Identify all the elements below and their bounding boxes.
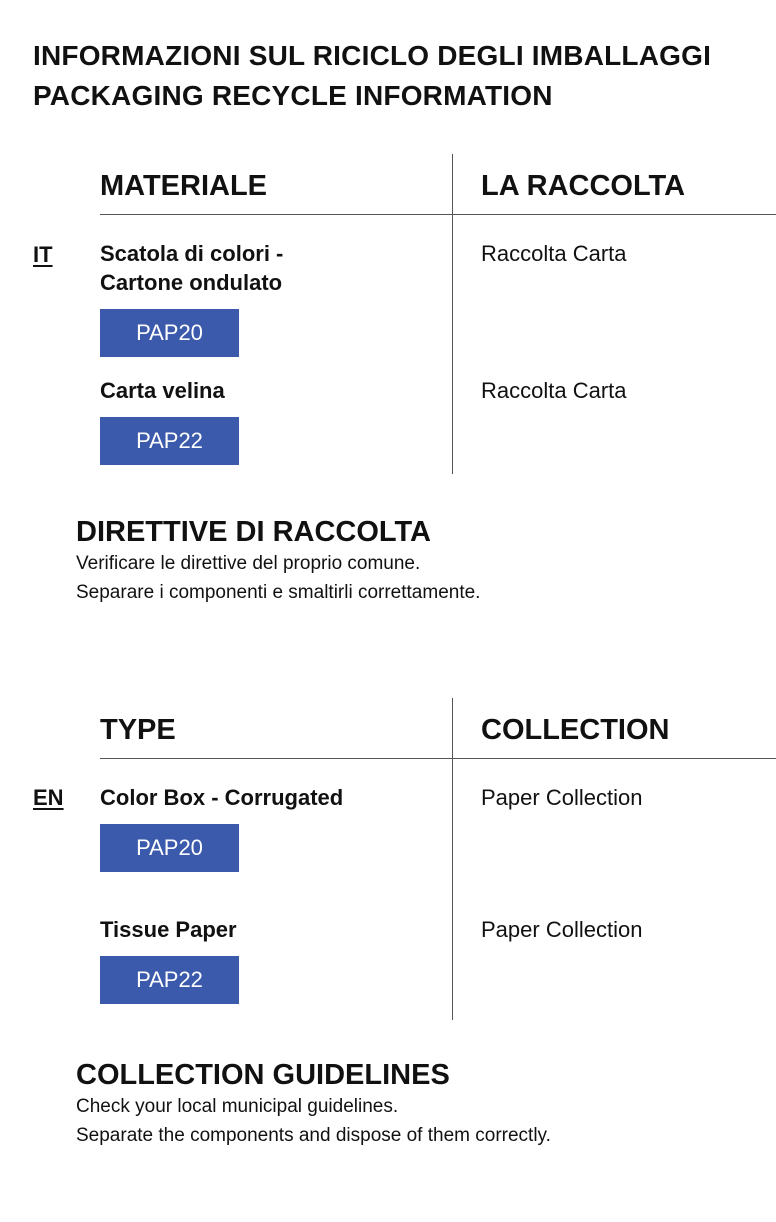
recycle-code-badge: PAP20 xyxy=(100,824,239,872)
collection-method: Paper Collection xyxy=(481,917,643,942)
column-header-collection: LA RACCOLTA xyxy=(481,170,686,202)
collection-method: Paper Collection xyxy=(481,785,643,810)
page-title xyxy=(33,36,711,116)
recycle-code-badge: PAP22 xyxy=(100,417,239,465)
recycle-code-badge: PAP22 xyxy=(100,956,239,1004)
english-guidelines xyxy=(76,1058,551,1150)
column-divider xyxy=(452,698,453,1020)
guideline-line: Check your local municipal guidelines. xyxy=(76,1096,399,1117)
title-italian: INFORMAZIONI SUL RICICLO DEGLI IMBALLAGGI xyxy=(33,40,712,71)
material-item xyxy=(100,783,343,872)
material-name-line1: Color Box - Corrugated xyxy=(100,785,344,810)
italian-guidelines xyxy=(76,515,480,607)
material-item xyxy=(100,376,239,465)
guidelines-title: DIRETTIVE DI RACCOLTA xyxy=(76,516,431,548)
material-name-line1: Carta velina xyxy=(100,378,225,403)
header-divider xyxy=(100,758,776,759)
guideline-line: Separate the components and dispose of them correctly. xyxy=(76,1125,551,1146)
language-code-it: IT xyxy=(33,242,53,267)
guideline-line: Verificare le direttive del proprio comune. xyxy=(76,553,421,574)
english-recycle-table xyxy=(0,698,776,1020)
collection-method: Raccolta Carta xyxy=(481,241,627,266)
title-english: PACKAGING RECYCLE INFORMATION xyxy=(33,80,553,111)
column-header-material: MATERIALE xyxy=(100,170,268,202)
column-header-type: TYPE xyxy=(100,714,176,746)
material-item xyxy=(100,239,283,357)
column-header-collection: COLLECTION xyxy=(481,714,670,746)
language-code-en: EN xyxy=(33,785,64,810)
recycle-code-badge: PAP20 xyxy=(100,309,239,357)
material-name-line1: Scatola di colori - xyxy=(100,241,284,266)
collection-method: Raccolta Carta xyxy=(481,378,627,403)
header-divider xyxy=(100,214,776,215)
column-divider xyxy=(452,154,453,474)
italian-recycle-table xyxy=(0,154,776,474)
guideline-line: Separare i componenti e smaltirli correttamente. xyxy=(76,582,481,603)
material-name-line1: Tissue Paper xyxy=(100,917,237,942)
guidelines-title: COLLECTION GUIDELINES xyxy=(76,1059,450,1091)
material-name-line2: Cartone ondulato xyxy=(100,270,283,295)
material-item xyxy=(100,915,239,1004)
